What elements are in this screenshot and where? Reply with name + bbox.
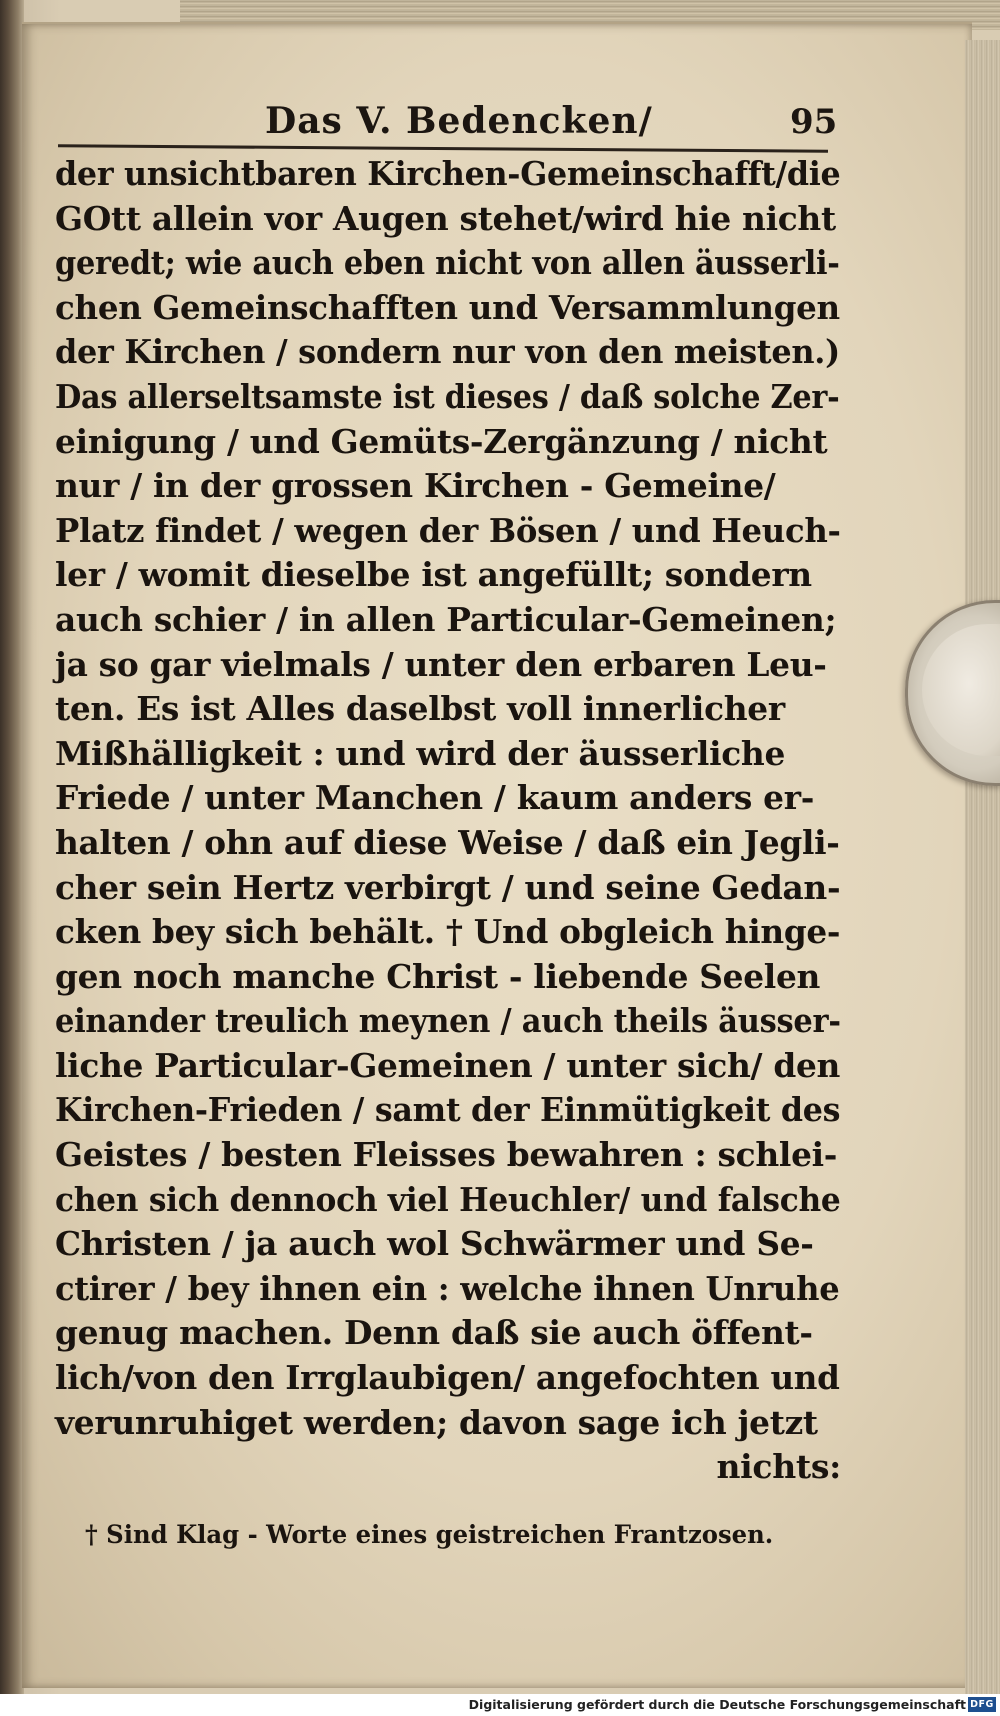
text-line: einigung / und Gemüts-Zergänzung / nicht [55,421,828,461]
text-line: cken bey sich behält. † Und obgleich hinge- [55,912,841,952]
text-line: Mißhälligkeit : und wird der äusserliche [55,733,786,773]
previous-page-edge [0,0,24,1694]
text-line: Christen / ja auch wol Schwärmer und Se- [55,1224,814,1264]
text-line: geredt; wie auch eben nicht von allen äusserli- [55,243,840,283]
text-line: halten / ohn auf diese Weise / daß ein Jegli- [55,822,840,862]
text-line: einander treulich meynen / auch theils äusser- [55,1001,841,1041]
text-line: liche Particular-Gemeinen / unter sich/ den [55,1045,841,1085]
text-line: auch schier / in allen Particular-Gemeinen; [55,599,837,639]
text-line: chen sich dennoch viel Heuchler/ und falsche [55,1179,841,1219]
text-line: chen Gemeinschafften und Versammlungen [55,287,840,327]
text-line: Friede / unter Manchen / kaum anders er- [55,778,815,818]
text-line: Geistes / besten Fleisses bewahren : schlei- [55,1135,838,1175]
text-line: genug machen. Denn daß sie auch öffent- [55,1313,813,1353]
text-line: lich/von den Irrglaubigen/ angefochten und [55,1358,840,1398]
text-line: Kirchen-Frieden / samt der Einmütigkeit des [55,1090,841,1130]
running-head: Das V. Bedencken/ [265,100,653,142]
text-line: ten. Es ist Alles daselbst voll innerlicher [55,689,785,729]
text-line: der unsichtbaren Kirchen-Gemeinschafft/die [55,154,841,193]
text-line: nur / in der grossen Kirchen - Gemeine/ [55,466,776,506]
footer-credit: Digitalisierung gefördert durch die Deutsche Forschungsgemeinschaft [468,1697,966,1712]
dfg-logo: DFG [968,1697,996,1712]
catchword: nichts: [716,1447,841,1487]
footnote: † Sind Klag - Worte eines geistreichen Frantzosen. [85,1520,774,1549]
text-line: ja so gar vielmals / unter den erbaren Leu- [55,644,827,684]
page-header [55,100,838,146]
text-line: der Kirchen / sondern nur von den meisten.) [55,332,840,372]
text-line: cher sein Hertz verbirgt / und seine Gedan- [55,867,841,907]
page-stack-right-edge [965,40,1000,1694]
text-line: Das allerseltsamste ist dieses / daß solche Zer- [55,376,840,416]
text-line: Platz findet / wegen der Bösen / und Heuch- [55,510,841,550]
text-line: gen noch manche Christ - liebende Seelen [55,956,821,996]
text-line: GOtt allein vor Augen stehet/wird hie nicht [55,198,836,238]
text-line: verunruhiget werden; davon sage ich jetzt [55,1402,818,1442]
page-number: 95 [790,102,838,142]
text-line: ctirer / bey ihnen ein : welche ihnen Unruhe [55,1268,840,1308]
body-text [55,152,845,1490]
text-line: ler / womit dieselbe ist angefüllt; sondern [55,555,812,595]
